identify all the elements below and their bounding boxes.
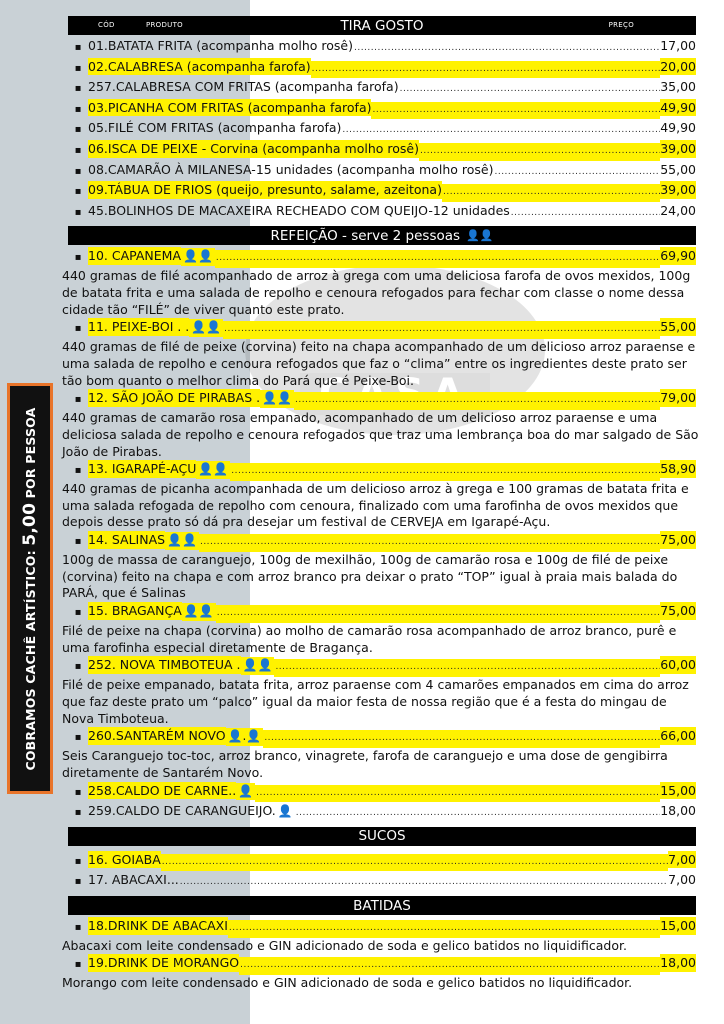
item-price: 79,00 [660, 390, 696, 406]
item-name: 252. NOVA TIMBOTEUA . [88, 657, 241, 673]
section-header-tira-gosto [68, 16, 696, 35]
section-title: SUCOS [358, 828, 406, 845]
artist-fee-text [20, 407, 40, 770]
item-name: 08.CAMARÃO À MILANESA-15 unidades (acompanha molho rosê) [88, 161, 494, 177]
item-description: Seis Caranguejo toc-toc, arroz branco, vinagrete, farofa de caranguejo e uma dose de gengibirra diretamente de Santarém Novo. [62, 748, 668, 780]
menu-item: ▪ 10. CAPANEMA 👤👤 ..... 69,90 [68, 247, 696, 268]
item-name: 15. BRAGANÇA [88, 603, 182, 619]
menu-item: ▪ 19.DRINK DE MORANGO ..... 18,00 [68, 954, 696, 975]
menu-item: ▪ 258.CALDO DE CARNE.. 👤 ..... 15,00 [68, 782, 696, 803]
item-price: 39,00 [660, 182, 696, 198]
item-description: Morango com leite condensado e GIN adicionado de soda e gelico batidos no liquidificador. [62, 974, 633, 990]
menu-item: ▪ 260.SANTARÉM NOVO 👤.👤 ..... 66,00 [68, 727, 696, 748]
item-description: 440 gramas de picanha acompanhada de um delicioso arroz à grega e 100 gramas de batata frita e uma salada refogada de repolho com cenoura, finalizado com uma farofinha de ovos mexidos que depois desse prato só dá pra desejar um festival de CERVEJA em Igarapé-Açu. [62, 480, 689, 530]
menu-item: ▪ 252. NOVA TIMBOTEUA . 👤👤 ..... 60,00 [68, 656, 696, 677]
refeicao-list [62, 247, 699, 822]
menu-item: ▪ 05.FILÉ COM FRITAS (acompanha farofa) ..... 49,90 [68, 119, 696, 140]
menu-item: ▪ 12. SÃO JOÃO DE PIRABAS . 👤👤 ..... 79,00 [68, 389, 696, 410]
people-icon: 👤 [277, 804, 293, 819]
item-price: 20,00 [660, 58, 696, 74]
batidas-list [62, 917, 696, 992]
people-icon: 👤👤 [466, 229, 494, 243]
item-name: 09.TÁBUA DE FRIOS (queijo, presunto, salame, azeitona) [88, 182, 442, 198]
column-code-label: CÓD [98, 21, 115, 29]
item-price: 55,00 [660, 161, 696, 177]
people-icon: 👤👤 [182, 603, 216, 621]
item-price: 18,00 [660, 955, 696, 971]
menu-item: ▪ 06.ISCA DE PEIXE - Corvina (acompanha molho rosê) ..... 39,00 [68, 140, 696, 161]
item-price: 7,00 [668, 872, 696, 888]
people-icon: 👤👤 [189, 319, 223, 337]
item-price: 15,00 [660, 918, 696, 933]
item-name: 14. SALINAS [88, 532, 166, 548]
item-description: Filé de peixe empanado, batata frita, arroz paraense com 4 camarões empanados em cima do arroz que faz deste prato um “palco” igual da maior festa de nossa região que é a festa do mingau de Nova Timboteua. [62, 677, 689, 726]
item-price: 75,00 [660, 532, 696, 548]
artist-fee-unit: POR PESSOA [23, 406, 38, 498]
item-price: 55,00 [660, 319, 696, 335]
menu-item: ▪ 18.DRINK DE ABACAXI ..... 15,00 [68, 917, 696, 938]
item-description: 100g de massa de caranguejo, 100g de mexilhão, 100g de camarão rosa e 100g de filé de peixe (corvina) feito na chapa e com arroz branco pra deixar o prato “TOP” igual à praia mais balada do PARÁ, que é Salinas [62, 551, 678, 601]
section-header-refeicao [68, 226, 696, 245]
menu-item: ▪ 01.BATATA FRITA (acompanha molho rosê) ..... 17,00 [68, 37, 696, 58]
menu-item: ▪ 02.CALABRESA (acompanha farofa) ..... 20,00 [68, 58, 696, 79]
item-price: 7,00 [668, 851, 696, 867]
menu-item: ▪ 11. PEIXE-BOI . . 👤👤 ..... 55,00 [68, 318, 696, 339]
menu-item: ▪ 257.CALABRESA COM FRITAS (acompanha farofa) ..... 35,00 [68, 78, 696, 99]
menu-item: ▪ 259.CALDO DE CARANGUEIJO. 👤 ..... 18,00 [68, 802, 696, 823]
item-description: Filé de peixe na chapa (corvina) ao molho de camarão rosa acompanhado de arroz branco, purê e uma farofinha especial diretamente de Bragança. [62, 622, 677, 655]
menu-item: ▪ 15. BRAGANÇA 👤👤 ..... 75,00 [68, 602, 696, 623]
item-price: 39,00 [660, 140, 696, 156]
item-price: 58,90 [660, 461, 696, 477]
people-icon: 👤👤 [181, 248, 215, 266]
artist-fee-value: 5,00 [20, 502, 40, 546]
item-description: 440 gramas de filé acompanhado de arroz à grega com uma deliciosa farofa de ovos mexidos, 100g de batata frita e uma salada de repolho e cenoura refogados para fechar com classe o nome dessa cidade tão “FILÉ” de viver quanto este prato. [62, 267, 691, 317]
item-name: 05.FILÉ COM FRITAS (acompanha farofa) [88, 120, 342, 136]
menu-item: ▪ 08.CAMARÃO À MILANESA-15 unidades (acompanha molho rosê) ..... 55,00 [68, 161, 696, 182]
section-title: BATIDAS [353, 897, 411, 914]
item-name: 45.BOLINHOS DE MACAXEIRA RECHEADO COM QUEIJO-12 unidades [88, 202, 510, 218]
item-price: 60,00 [660, 657, 696, 673]
artist-fee-banner [7, 383, 53, 794]
people-icon: 👤👤 [196, 461, 230, 479]
menu-item: ▪ 09.TÁBUA DE FRIOS (queijo, presunto, salame, azeitona) ..... 39,00 [68, 181, 696, 202]
item-name: 257.CALABRESA COM FRITAS (acompanha farofa) [88, 79, 399, 95]
item-name: 01.BATATA FRITA (acompanha molho rosê) [88, 38, 353, 53]
menu-item: ▪ 14. SALINAS 👤👤 ..... 75,00 [68, 531, 696, 552]
section-title: REFEIÇÃO - serve 2 pessoas [270, 227, 461, 244]
menu-item: ▪ 13. IGARAPÉ-AÇU 👤👤 ..... 58,90 [68, 460, 696, 481]
item-name: 02.CALABRESA (acompanha farofa) [88, 58, 311, 74]
item-description: 440 gramas de camarão rosa empanado, acompanhado de um delicioso arroz paraense e uma deliciosa salada de repolho e cenoura refogados que traz uma lembrança boa do mar salgado de São João de Pirabas. [62, 409, 699, 459]
people-icon: 👤👤 [241, 657, 275, 675]
section-header-sucos [68, 827, 696, 846]
item-price: 75,00 [660, 603, 696, 619]
artist-fee-label: COBRAMOS CACHÊ ARTÍSTICO: [23, 549, 38, 771]
item-price: 69,90 [660, 248, 696, 264]
item-price: 66,00 [660, 728, 696, 744]
item-price: 17,00 [660, 38, 696, 53]
sucos-list [68, 851, 696, 892]
item-description: Abacaxi com leite condensado e GIN adicionado de soda e gelico batidos no liquidificador. [62, 937, 627, 953]
item-price: 35,00 [660, 79, 696, 95]
menu-item: ▪ 45.BOLINHOS DE MACAXEIRA RECHEADO COM QUEIJO-12 unidades ..... 24,00 [68, 202, 696, 223]
people-icon: 👤👤 [165, 532, 199, 550]
item-price: 15,00 [660, 782, 696, 798]
column-price-label: PREÇO [608, 21, 634, 29]
item-description: 440 gramas de filé de peixe (corvina) feito na chapa acompanhado de um delicioso arroz paraense e uma salada de repolho e cenoura refogados que faz o “clima” entre os ingredientes deste prato ser tão bom quanto o melhor clima do Pará que é Peixe-Boi. [62, 338, 696, 388]
item-price: 49,90 [660, 99, 696, 115]
item-name: 18.DRINK DE ABACAXI [88, 918, 228, 933]
people-icon: 👤👤 [260, 390, 294, 408]
menu-item: ▪ 17. ABACAXI... ..... 7,00 [68, 871, 696, 892]
tira-gosto-list [68, 37, 696, 222]
item-name: 19.DRINK DE MORANGO [88, 955, 240, 971]
item-price: 18,00 [660, 803, 696, 819]
section-title: TIRA GOSTO [340, 17, 424, 34]
item-name: 11. PEIXE-BOI . . [88, 319, 190, 335]
item-name: 06.ISCA DE PEIXE - Corvina (acompanha molho rosê) [88, 140, 419, 156]
item-name: 10. CAPANEMA [88, 248, 182, 264]
item-name: 259.CALDO DE CARANGUEIJO. [88, 803, 276, 819]
item-name: 16. GOIABA [88, 851, 161, 867]
item-price: 24,00 [660, 202, 696, 218]
item-price: 49,90 [660, 120, 696, 136]
menu-item: ▪ 16. GOIABA ..... 7,00 [68, 851, 696, 872]
menu-item: ▪ 03.PICANHA COM FRITAS (acompanha farofa) ..... 49,90 [68, 99, 696, 120]
item-name: 13. IGARAPÉ-AÇU [88, 461, 197, 477]
menu-content [62, 16, 699, 992]
item-name: 258.CALDO DE CARNE.. [88, 782, 237, 798]
people-icon: 👤.👤 [226, 728, 264, 746]
people-icon: 👤 [236, 783, 255, 801]
item-name: 03.PICANHA COM FRITAS (acompanha farofa) [88, 99, 372, 115]
section-header-batidas [68, 896, 696, 915]
item-name: 17. ABACAXI... [88, 872, 179, 888]
item-name: 260.SANTARÉM NOVO [88, 728, 226, 744]
item-name: 12. SÃO JOÃO DE PIRABAS . [88, 390, 261, 406]
column-product-label: PRODUTO [146, 21, 183, 29]
